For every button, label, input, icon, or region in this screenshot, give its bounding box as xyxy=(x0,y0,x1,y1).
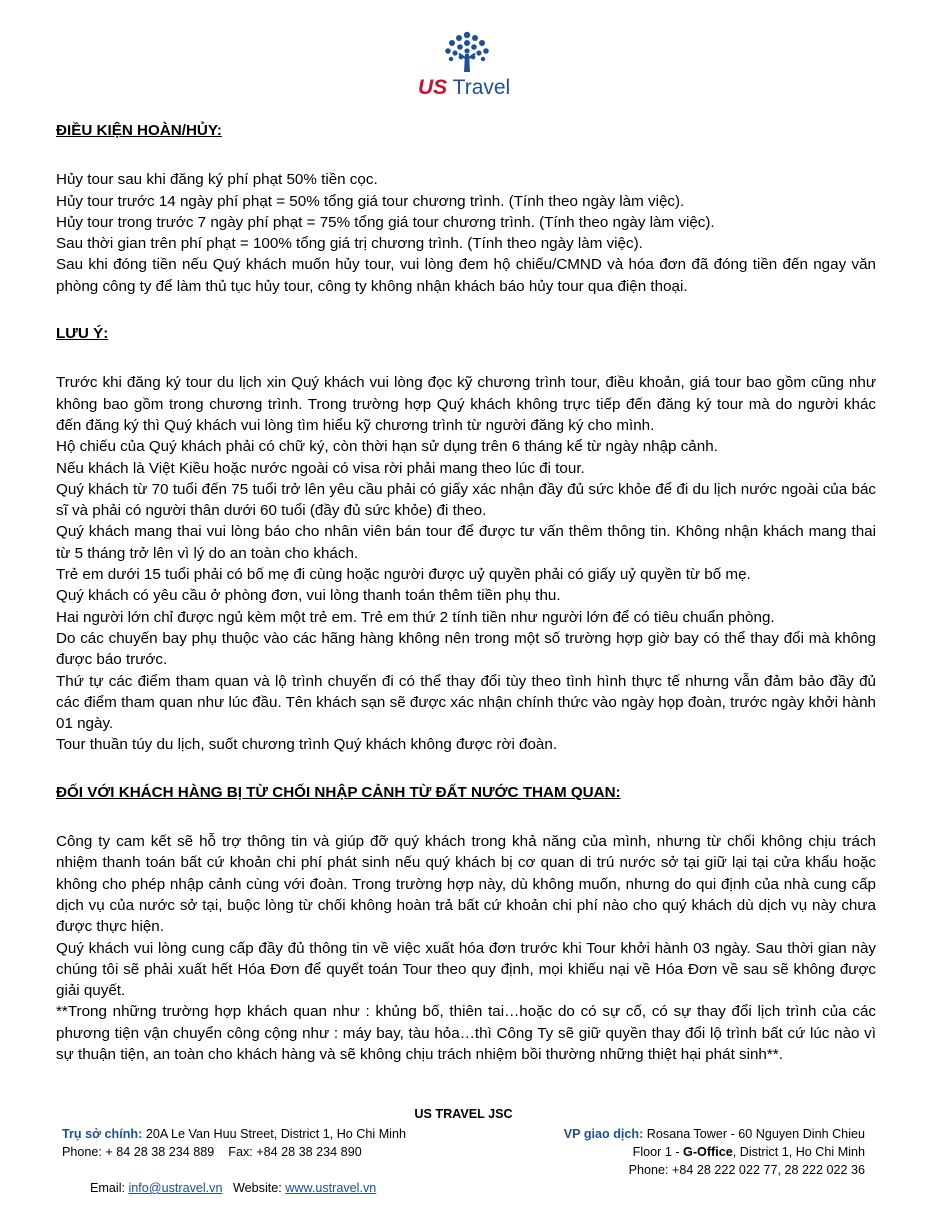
website-label: Website: xyxy=(222,1181,286,1195)
tree-people-icon xyxy=(440,30,494,74)
paragraph: Hai người lớn chỉ được ngủ kèm một trẻ em. Trẻ em thứ 2 tính tiền như người lớn để có tiêu chuẩn phòng. xyxy=(56,608,775,626)
footer-phone-line: Phone: + 84 28 38 234 889 Fax: +84 28 38 234 890 xyxy=(62,1145,362,1159)
paragraph: Sau khi đóng tiền nếu Quý khách muốn hủy tour, vui lòng đem hộ chiếu/CMND và hóa đơn đã đóng tiền đến ngay văn phòng công ty để làm thủ tục hủy tour, công ty không nhận khách báo hủy tour qua điện thoại. xyxy=(56,256,876,295)
document-body xyxy=(56,120,876,1091)
section-heading: ĐIỀU KIỆN HOÀN/HỦY: xyxy=(56,122,222,139)
website-link[interactable]: www.ustravel.vn xyxy=(285,1181,377,1195)
office-address: Rosana Tower - 60 Nguyen Dinh Chieu xyxy=(643,1127,865,1141)
us-travel-logo xyxy=(412,30,522,102)
paragraph: Sau thời gian trên phí phạt = 100% tổng giá trị chương trình. (Tính theo ngày làm việc). xyxy=(56,235,643,253)
email-label: Email: xyxy=(90,1181,129,1195)
floor-suffix: , District 1, Ho Chi Minh xyxy=(732,1145,865,1159)
section-notes xyxy=(56,323,876,756)
paragraph: Hủy tour sau khi đăng ký phí phạt 50% tiền cọc. xyxy=(56,171,378,189)
paragraph: **Trong những trường hợp khách quan như : khủng bố, thiên tai…hoặc do có sự cố, có sự thay đổi lịch trình của các phương tiện vận chuyển công cộng như : máy bay, tàu hỏa…thì Công Ty sẽ giữ quyền thay đổi lộ trình bất cứ lúc nào vì sự thuận tiện, an toàn cho khách hàng và sẽ không chịu trách nhiệm bồi thường những thiệt hại phát sinh**. xyxy=(56,1003,876,1063)
floor-prefix: Floor 1 - xyxy=(632,1145,684,1159)
paragraph: Quý khách từ 70 tuổi đến 75 tuổi trở lên yêu cầu phải có giấy xác nhận đầy đủ sức khỏe để đi du lịch nước ngoài của bác sĩ và phải có người thân dưới 60 tuổi (đầy đủ sức khỏe) đi theo. xyxy=(56,480,876,520)
paragraph: Trẻ em dưới 15 tuổi phải có bố mẹ đi cùng hoặc người được uỷ quyền phải có giấy uỷ quyền từ bố mẹ. xyxy=(56,566,751,584)
logo-wordmark xyxy=(418,75,522,101)
paragraph: Nếu khách là Việt Kiều hoặc nước ngoài có visa rời phải mang theo lúc đi tour. xyxy=(56,459,585,477)
paragraph: Do các chuyến bay phụ thuộc vào các hãng hàng không nên trong một số trường hợp giờ bay có thể thay đổi mà không được báo trước. xyxy=(56,629,876,669)
footer-office-line xyxy=(465,1125,865,1143)
section-entry-refusal xyxy=(56,782,876,1066)
hq-label: Trụ sở chính: xyxy=(62,1127,143,1141)
footer-contact-line xyxy=(62,1161,502,1215)
paragraph: Hủy tour trong trước 7 ngày phí phạt = 75% tổng giá tour chương trình. (Tính theo ngày làm việc). xyxy=(56,213,715,231)
floor-bold: G-Office xyxy=(683,1145,733,1159)
section-heading: ĐỐI VỚI KHÁCH HÀNG BỊ TỪ CHỐI NHẬP CẢNH TỪ ĐẤT NƯỚC THAM QUAN: xyxy=(56,783,621,801)
paragraph: Quý khách mang thai vui lòng báo cho nhân viên bán tour để được tư vấn thêm thông tin. Không nhận khách mang thai từ 5 tháng trở lên vì lý do an toàn cho khách. xyxy=(56,523,876,562)
paragraph: Quý khách có yêu cầu ở phòng đơn, vui lòng thanh toán thêm tiền phụ thu. xyxy=(56,587,561,605)
paragraph: Trước khi đăng ký tour du lịch xin Quý khách vui lòng đọc kỹ chương trình tour, điều khoản, giá tour bao gồm cũng như không bao gồm trong chương trình. Trong trường hợp Quý khách không trực tiếp đến đăng ký tour mà do người khác đến đăng ký thì Quý khách vui lòng tìm hiểu kỹ chương trình từ người đăng ký cho mình. xyxy=(56,374,876,434)
office-label: VP giao dịch: xyxy=(563,1127,644,1141)
footer-office-phone: Phone: +84 28 222 022 77, 28 222 022 36 xyxy=(628,1163,865,1177)
email-link[interactable]: info@ustravel.vn xyxy=(128,1181,223,1195)
page-footer xyxy=(0,1105,927,1195)
paragraph: Quý khách vui lòng cung cấp đầy đủ thông tin về việc xuất hóa đơn trước khi Tour khởi hành 03 ngày. Sau thời gian này chúng tôi sẽ phải xuất hết Hóa Đơn để quyết toán Tour theo quy định, mọi khiếu nại về Hóa Đơn về sau sẽ không được giải quyết. xyxy=(56,939,876,1000)
footer-floor-line xyxy=(465,1143,865,1161)
hq-address: 20A Le Van Huu Street, District 1, Ho Chi Minh xyxy=(142,1127,406,1141)
section-cancellation xyxy=(56,120,876,297)
footer-headquarters xyxy=(62,1125,502,1215)
section-heading: LƯU Ý: xyxy=(56,325,109,343)
logo-us-text: US xyxy=(418,76,448,99)
paragraph: Hộ chiếu của Quý khách phải có chữ ký, còn thời hạn sử dụng trên 6 tháng kể từ ngày nhập cảnh. xyxy=(56,438,718,456)
footer-office xyxy=(465,1125,865,1179)
footer-hq-line xyxy=(62,1125,502,1143)
paragraph: Công ty cam kết sẽ hỗ trợ thông tin và giúp đỡ quý khách trong khả năng của mình, nhưng từ chối không chịu trách nhiệm thanh toán bất cứ khoản chi phí phát sinh nếu quý khách bị cơ quan di trú nước sở tại giữ lại tại cửa khẩu hoặc không cho phép nhập cảnh cùng với đoàn. Trong trường hợp này, dù không muốn, nhưng do qui định của nhà cung cấp dịch vụ của nước sở tại, buộc lòng từ chối không hoàn trả bất cứ khoản chi phí nào cho quý khách dù dịch vụ này chưa được thực hiện. xyxy=(56,833,876,936)
paragraph: Thứ tự các điểm tham quan và lộ trình chuyến đi có thể thay đổi tùy theo tình hình thực tế nhưng vẫn đảm bảo đầy đủ các điểm tham quan như lúc đầu. Tên khách sạn sẽ được xác nhận chính thức vào ngày họp đoàn, trước ngày khởi hành 01 ngày. xyxy=(56,672,876,733)
footer-company-name: US TRAVEL JSC xyxy=(414,1107,513,1121)
logo-travel-text: Travel xyxy=(452,76,511,99)
paragraph: Tour thuần túy du lịch, suốt chương trình Quý khách không được rời đoàn. xyxy=(56,736,558,754)
paragraph: Hủy tour trước 14 ngày phí phạt = 50% tổng giá tour chương trình. (Tính theo ngày làm việc). xyxy=(56,192,685,210)
